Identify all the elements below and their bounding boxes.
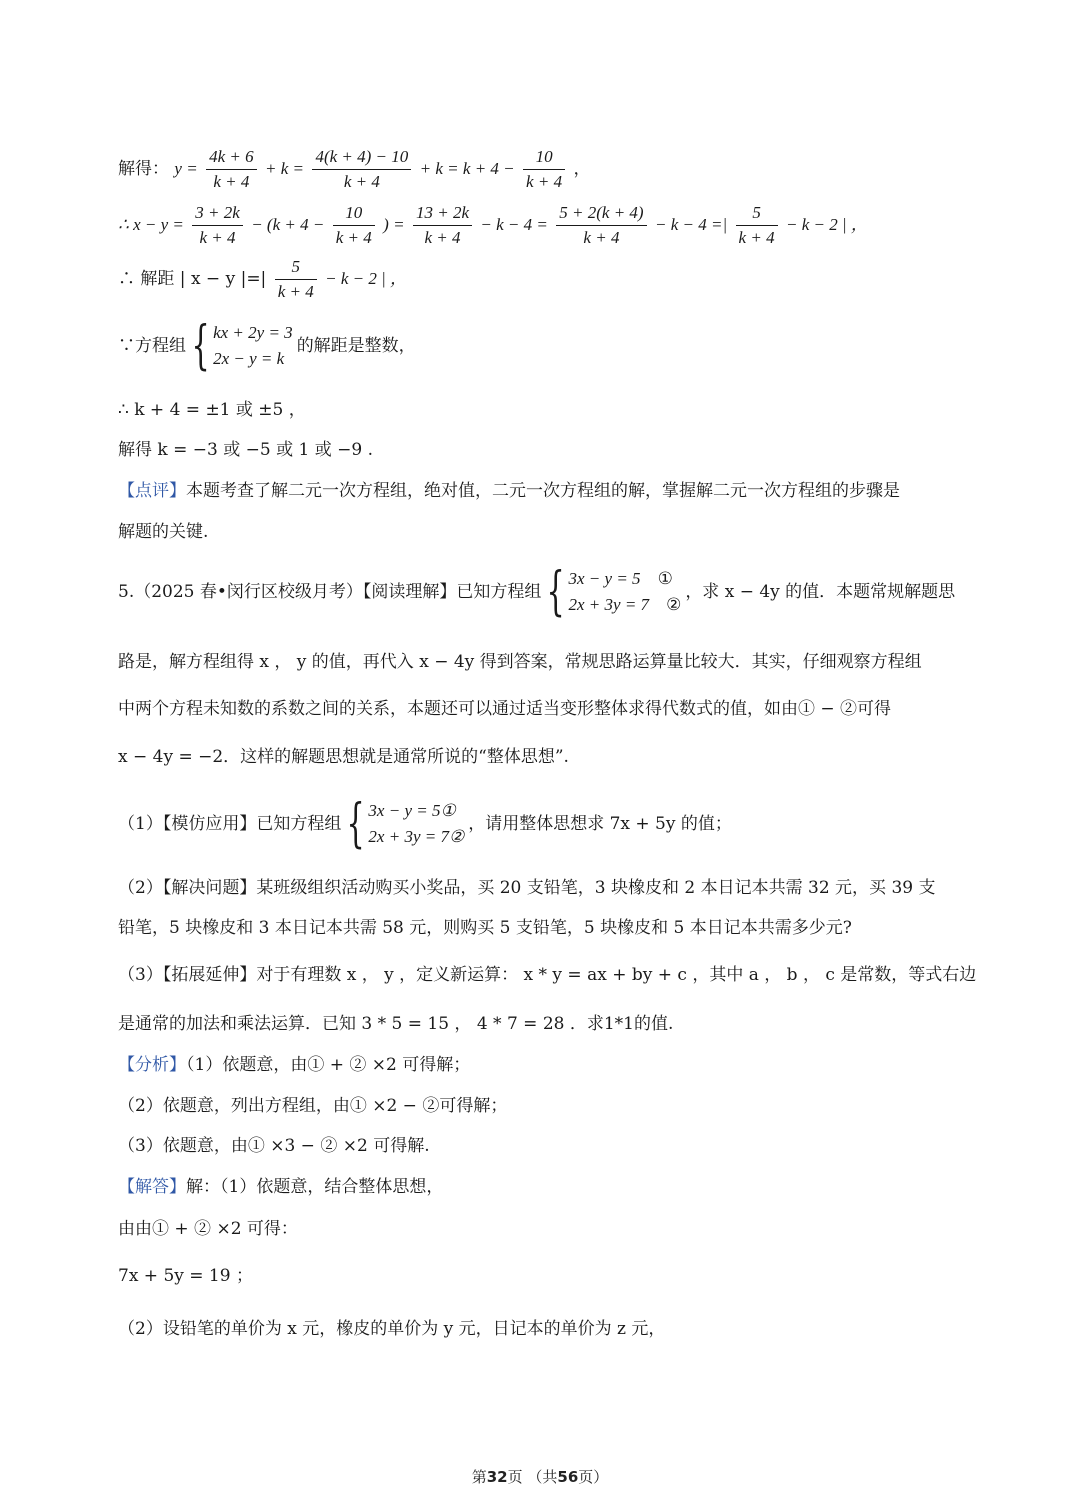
- math: ∴ x − y =: [118, 215, 184, 234]
- equation-system: 3x − y = 5① 2x + 3y = 7②: [368, 801, 465, 846]
- text: （1）依题意，由① + ② ×2 可得解；: [186, 1055, 471, 1075]
- page-total: 56: [557, 1468, 579, 1486]
- brace: {: [546, 562, 566, 622]
- brace: {: [191, 316, 210, 376]
- solution-line-5: ∴ k + 4 = ±1 或 ±5 ，: [118, 400, 306, 420]
- text: ∵方程组: [118, 336, 186, 356]
- problem-5-para-4: x − 4y = −2．这样的解题思想就是通常所说的“整体思想”.: [118, 747, 569, 767]
- analysis-tag: 【分析】: [118, 1055, 186, 1075]
- answer-tag: 【解答】: [118, 1177, 186, 1197]
- solution-line-3: [118, 256, 407, 303]
- fraction: $\frac{3 + 2k}{k + 4}$: [192, 202, 243, 249]
- equation-system: kx + 2y = 3 2x − y = k: [213, 323, 293, 368]
- answer-line-2: 由由① + ② ×2 可得：: [118, 1219, 298, 1239]
- math: y =: [174, 159, 198, 178]
- problem-5-para-3: 中两个方程未知数的系数之间的关系，本题还可以通过适当变形整体求得代数式的值，如由① − ②可得: [118, 699, 892, 719]
- answer-line-1: [118, 1176, 443, 1198]
- text: 本题考查了解二元一次方程组，绝对值，二元一次方程组的解，掌握解二元一次方程组的步骤是: [186, 481, 900, 501]
- math: + k =: [265, 159, 305, 178]
- brace: {: [346, 794, 365, 854]
- solution-line-2: [118, 202, 868, 249]
- question-3-line-2: 是通常的加法和乘法运算．已知 3 * 5 = 15 ， 4 * 7 = 28 ．求1*1的值.: [118, 1014, 674, 1034]
- text: ，求 x − 4y 的值．本题常规解题思: [685, 582, 956, 602]
- text: ，: [573, 159, 591, 179]
- fraction: $\frac{13 + 2k}{k + 4}$: [413, 202, 472, 249]
- math: − k − 4 =: [480, 215, 548, 234]
- fraction: $\frac{5}{k + 4}$: [275, 256, 317, 303]
- analysis-line-3: （3）依题意，由① ×3 − ② ×2 可得解.: [118, 1136, 430, 1156]
- question-2-line-2: 铅笔，5 块橡皮和 3 本日记本共需 58 元，则购买 5 支铅笔，5 块橡皮和 5 本日记本共需多少元?: [118, 918, 852, 938]
- fraction: $\frac{4k + 6}{k + 4}$: [206, 146, 257, 193]
- math: − k − 2 | ，: [785, 215, 868, 234]
- question-1: [118, 794, 732, 854]
- fraction: $\frac{10}{k + 4}$: [333, 202, 375, 249]
- fraction: $\frac{10}{k + 4}$: [523, 146, 565, 193]
- solution-line-1: [118, 146, 590, 193]
- solution-line-4: [118, 316, 416, 376]
- text: 解得：: [118, 159, 169, 179]
- math: − k − 4 =|: [655, 215, 728, 234]
- fraction: $\frac{5 + 2(k + 4)}{k + 4}$: [556, 202, 646, 249]
- math: − k − 2 | ，: [325, 269, 408, 288]
- text: 的解距是整数，: [296, 336, 416, 356]
- comment-line-1: [118, 480, 900, 502]
- page-number: 32: [486, 1468, 508, 1486]
- comment-tag: 【点评】: [118, 481, 186, 501]
- equation-system: 3x − y = 5 ① 2x + 3y = 7 ②: [568, 569, 682, 614]
- solution-line-6: 解得 k = −3 或 −5 或 1 或 −9 .: [118, 440, 373, 460]
- question-3-line-1: （3）【拓展延伸】对于有理数 x ， y ，定义新运算： x * y = ax + by + c ，其中 a ， b ， c 是常数，等式右边: [118, 965, 977, 985]
- fraction: $\frac{4(k + 4) - 10}{k + 4}$: [312, 146, 411, 193]
- fraction: $\frac{5}{k + 4}$: [736, 202, 778, 249]
- math: ) =: [383, 215, 405, 234]
- text: ，请用整体思想求 7x + 5y 的值；: [468, 814, 732, 834]
- analysis-line-2: （2）依题意，列出方程组，由① ×2 − ②可得解；: [118, 1096, 508, 1116]
- answer-line-4: （2）设铅笔的单价为 x 元，橡皮的单价为 y 元，日记本的单价为 z 元，: [118, 1319, 666, 1339]
- text: 解：（1）依题意，结合整体思想，: [186, 1177, 444, 1197]
- math: − (k + 4 −: [251, 215, 325, 234]
- text: （1）【模仿应用】已知方程组: [118, 814, 342, 834]
- question-2-line-1: （2）【解决问题】某班级组织活动购买小奖品，买 20 支铅笔，3 块橡皮和 2 本日记本共需 32 元，买 39 支: [118, 878, 936, 898]
- problem-5-intro: [118, 562, 956, 622]
- math: + k = k + 4 −: [419, 159, 515, 178]
- answer-line-3: 7x + 5y = 19 ；: [118, 1266, 253, 1286]
- page-footer: 第32页 （共56页）: [471, 1468, 609, 1486]
- problem-5-para-2: 路是，解方程组得 x ， y 的值，再代入 x − 4y 得到答案，常规思路运算量比较大．其实，仔细观察方程组: [118, 652, 922, 672]
- text: 5.（2025 春•闵行区校级月考）【阅读理解】已知方程组: [118, 582, 542, 602]
- text: ∴ 解距 | x − y |=|: [118, 269, 267, 289]
- analysis-line-1: [118, 1054, 470, 1076]
- comment-line-2: 解题的关键.: [118, 522, 209, 542]
